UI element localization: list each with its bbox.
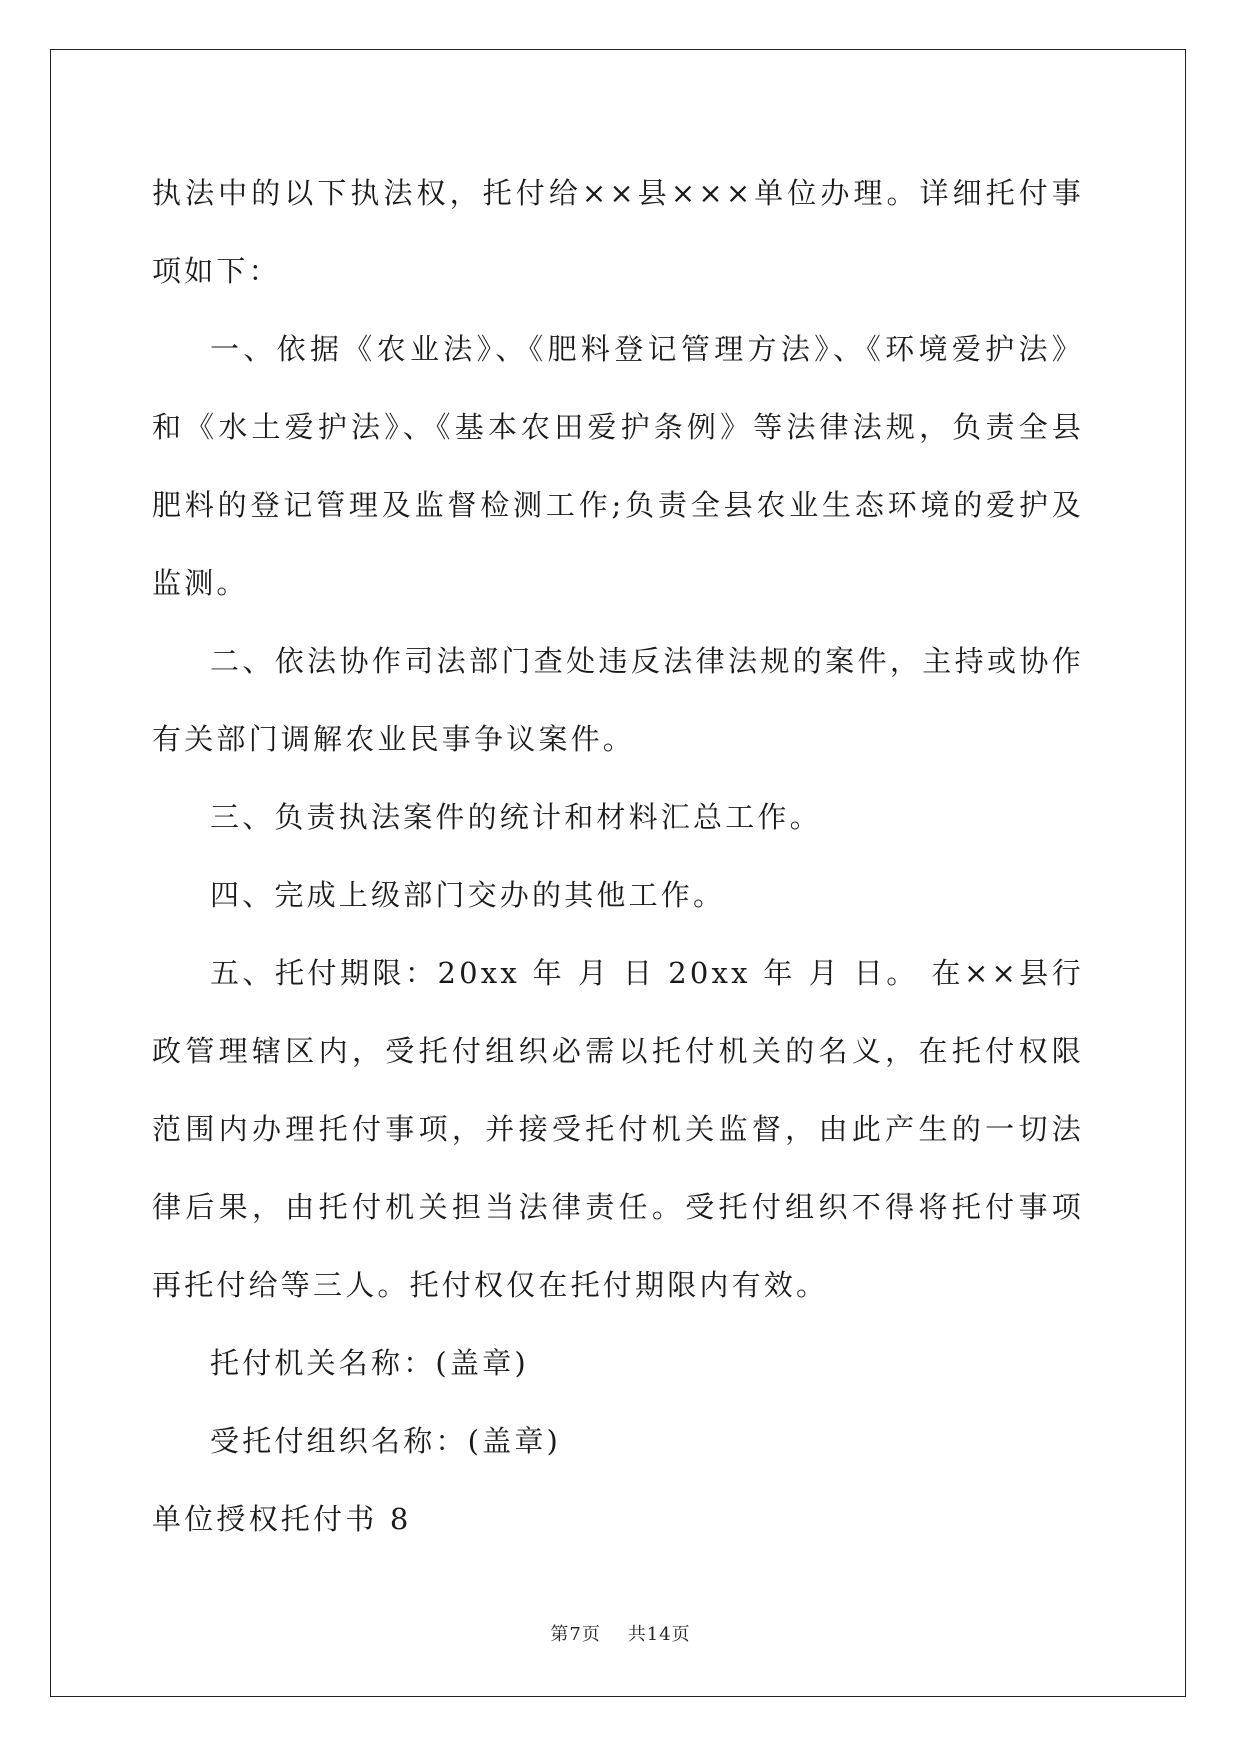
page-number: 第7页 [550, 1624, 601, 1645]
section-heading: 单位授权托付书 8 [152, 1502, 412, 1536]
signature-entrusted-org: 受托付组织名称：(盖章) [210, 1424, 562, 1458]
paragraph-item-5: 五、托付期限：20xx 年 月 日 20xx 年 月 日。 在××县行政管理辖区内，受托付组织必需以托付机关的名义，在托付权限范围内办理托付事项，并接受托付机关监督，由此产生的一切法律后果，由托付机关担当法律责任。受托付组织不得将托付事项再托付给等三人。托付权仅在托付期限内有效。 [152, 956, 1084, 1302]
page-total: 共14页 [627, 1624, 691, 1645]
signature-entrusting-org: 托付机关名称：(盖章) [210, 1346, 529, 1380]
paragraph-item-4: 四、完成上级部门交办的其他工作。 [210, 878, 726, 912]
page-footer [0, 1620, 1241, 1646]
document-body [152, 154, 1084, 1558]
paragraph-item-3: 三、负责执法案件的统计和材料汇总工作。 [210, 800, 822, 834]
paragraph-item-2: 二、依法协作司法部门查处违反法律法规的案件，主持或协作有关部门调解农业民事争议案件。 [152, 644, 1084, 756]
paragraph-item-1: 一、依据《农业法》、《肥料登记管理方法》、《环境爱护法》和《水土爱护法》、《基本农田爱护条例》等法律法规，负责全县肥料的登记管理及监督检测工作;负责全县农业生态环境的爱护及监测。 [152, 332, 1084, 600]
paragraph-continuation: 执法中的以下执法权，托付给××县×××单位办理。详细托付事项如下： [152, 176, 1084, 288]
